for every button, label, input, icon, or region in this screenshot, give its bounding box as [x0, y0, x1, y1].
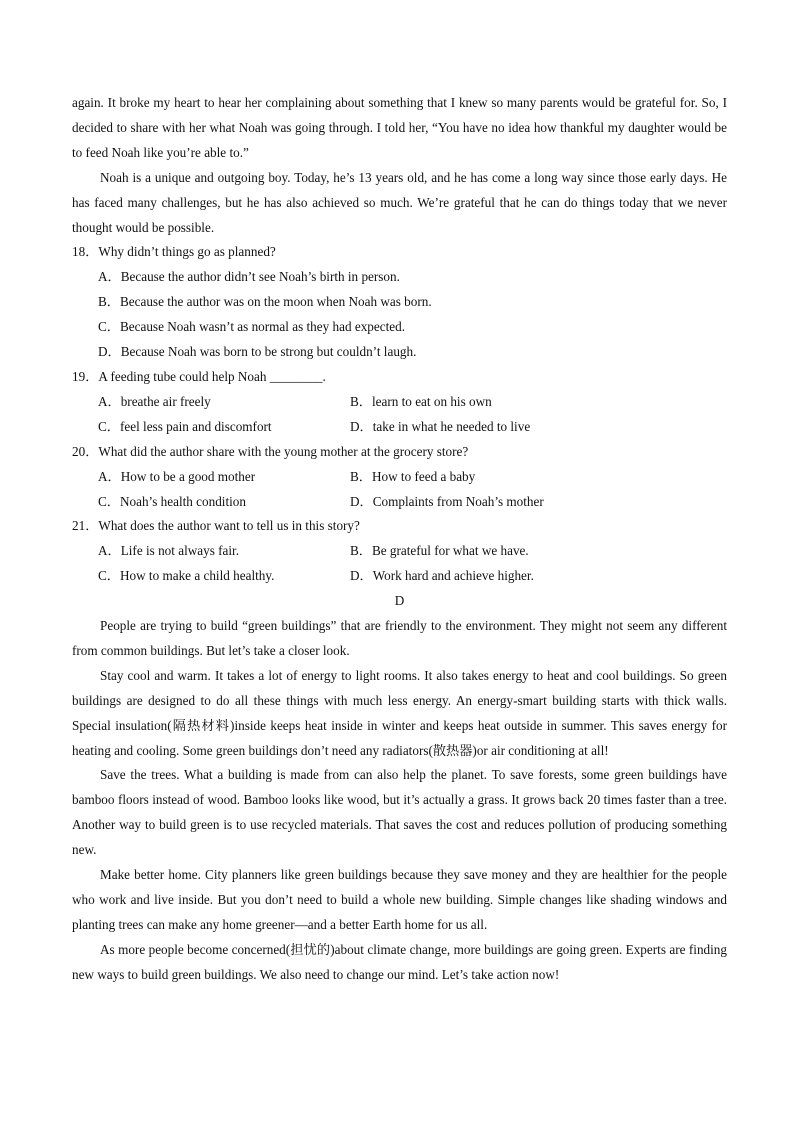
answer-option[interactable]: D．Work hard and achieve higher. — [350, 568, 534, 584]
question-stem: 18．Why didn’t things go as planned? — [72, 244, 276, 260]
option-row — [72, 490, 727, 515]
passage-c-paragraph: again. It broke my heart to hear her complaining about something that I knew so many parents would be grateful for. So, I decided to share with her what Noah was going through. I told her, “You have no idea how thankful my daughter would be to feed Noah like you’re able to.” — [72, 95, 727, 160]
question-stem: 21．What does the author want to tell us in this story? — [72, 518, 360, 534]
question-stem: 19．A feeding tube could help Noah ________. — [72, 368, 326, 384]
passage-d-paragraph: Make better home. City planners like green buildings because they save money and they are healthier for the people who work and live inside. But you don’t need to build a whole new building. Simple changes like shading windows and planting trees can make any home greener—and a better Earth home for us all. — [72, 867, 727, 932]
answer-option[interactable]: D．Complaints from Noah’s mother — [350, 493, 544, 509]
answer-option[interactable]: A．breathe air freely — [98, 393, 211, 409]
section-heading: D — [394, 593, 405, 609]
passage-d-paragraph: Save the trees. What a building is made from can also help the planet. To save forests, some green buildings have bamboo floors instead of wood. Bamboo looks like wood, but it’s actually a grass. It grows back 20 times faster than a tree. Another way to build green is to use recycled materials. That saves the cost and reduces pollution of producing something new. — [72, 767, 727, 858]
answer-option[interactable]: B．Because the author was on the moon when Noah was born. — [98, 294, 432, 310]
answer-option[interactable]: A．How to be a good mother — [98, 468, 256, 484]
answer-option[interactable]: C．How to make a child healthy. — [98, 568, 275, 584]
answer-option[interactable]: D．take in what he needed to live — [350, 418, 531, 434]
passage-d-paragraph: Stay cool and warm. It takes a lot of energy to light rooms. It also takes energy to heat and cool buildings. So green buildings are designed to do all these things with much less energy. An energy-smart building starts with thick walls. Special insulation(隔热材料)inside keeps heat inside in winter and keeps heat outside in summer. This saves energy for heating and cooling. Some green buildings don’t need any radiators(散热器)or air conditioning at all! — [72, 667, 727, 758]
option-row — [72, 465, 727, 490]
answer-option[interactable]: B．Be grateful for what we have. — [350, 543, 529, 559]
answer-option[interactable]: C．Noah’s health condition — [98, 493, 246, 509]
answer-option[interactable]: C．Because Noah wasn’t as normal as they had expected. — [98, 319, 406, 335]
question-stem: 20．What did the author share with the young mother at the grocery store? — [72, 443, 469, 459]
option-row — [72, 564, 727, 589]
passage-d-paragraph: As more people become concerned(担忧的)about climate change, more buildings are going green. Experts are finding new ways to build green buildings. We also need to change our mind. Let’s take action now! — [72, 941, 727, 982]
option-row — [72, 390, 727, 415]
answer-option[interactable]: B．How to feed a baby — [350, 468, 476, 484]
answer-option[interactable]: B．learn to eat on his own — [350, 393, 492, 409]
answer-option[interactable]: C．feel less pain and discomfort — [98, 418, 272, 434]
answer-option[interactable]: A．Because the author didn’t see Noah’s birth in person. — [98, 269, 400, 285]
option-row — [72, 539, 727, 564]
passage-c-paragraph: Noah is a unique and outgoing boy. Today, he’s 13 years old, and he has come a long way since those early days. He has faced many challenges, but he has also achieved so much. We’re grateful that he can do things today that we never thought would be possible. — [72, 169, 727, 235]
passage-d-paragraph: People are trying to build “green buildings” that are friendly to the environment. They might not seem any different from common buildings. But let’s take a closer look. — [72, 618, 727, 658]
page-content — [72, 91, 727, 988]
answer-option[interactable]: D．Because Noah was born to be strong but couldn’t laugh. — [98, 344, 417, 360]
answer-option[interactable]: A．Life is not always fair. — [98, 543, 239, 559]
option-row — [72, 415, 727, 440]
